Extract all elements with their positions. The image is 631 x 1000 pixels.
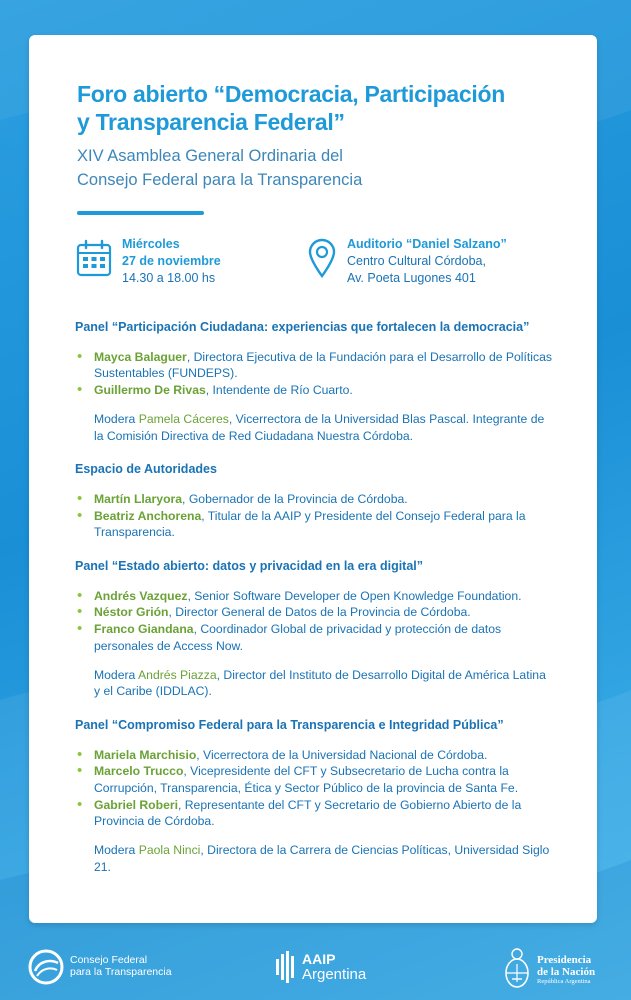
program-section: [75, 558, 555, 700]
aaip-logo-icon: [275, 951, 297, 983]
speaker-name: Gabriel Roberi: [94, 797, 178, 812]
speaker-name: Mariela Marchisio: [94, 747, 197, 762]
aaip-logo-text: [302, 952, 366, 982]
moderator-prefix: Modera: [94, 843, 139, 858]
title-divider: [77, 211, 204, 215]
national-coat-of-arms-icon: [502, 946, 532, 990]
speaker-item: [75, 508, 555, 541]
speaker-item: [75, 763, 555, 796]
program-content: [75, 319, 555, 876]
speaker-name: Andrés Vazquez: [94, 588, 188, 603]
speaker-item: [75, 747, 555, 764]
subtitle-line-2: Consejo Federal para la Transparencia: [77, 171, 363, 189]
event-date-text: 27 de noviembre: [122, 254, 221, 268]
speaker-desc: , Senior Software Developer de Open Knowledge Foundation.: [187, 588, 522, 603]
speaker-desc: , Intendente de Río Cuarto.: [205, 383, 353, 398]
section-title: Espacio de Autoridades: [75, 462, 217, 477]
speaker-desc: , Titular de la AAIP y Presidente del Consejo Federal para la Transparencia.: [94, 508, 526, 540]
moderator-name: Andrés Piazza: [138, 667, 217, 682]
event-venue: [347, 236, 507, 287]
speaker-item: [75, 349, 555, 382]
speaker-name: Beatriz Anchorena: [94, 508, 202, 523]
moderator-desc: , Director del Instituto de Desarrollo Digital de América Latina y el Caribe (IDDLAC).: [94, 667, 546, 699]
speaker-list: [75, 747, 555, 831]
program-section: [75, 319, 555, 444]
speaker-item: [75, 604, 555, 621]
pres-line-2: de la Nación: [537, 966, 596, 978]
event-time: 14.30 a 18.00 hs: [122, 271, 216, 285]
speaker-desc: , Representante del CFT y Secretario de Gobierno Abierto de la Provincia de Córdoba.: [94, 797, 522, 829]
speaker-name: Marcelo Trucco: [94, 764, 184, 779]
page-title: [77, 80, 577, 136]
speaker-item: [75, 621, 555, 654]
speaker-desc: , Director General de Datos de la Provincia de Córdoba.: [168, 605, 471, 620]
speaker-item: [75, 382, 555, 399]
location-pin-icon: [307, 238, 337, 278]
subtitle-line-1: XIV Asamblea General Ordinaria del: [77, 147, 343, 165]
cft-line-1: Consejo Federal: [70, 954, 148, 966]
speaker-item: [75, 491, 555, 508]
speaker-name: Mayca Balaguer: [94, 349, 187, 364]
speaker-name: Martín Llaryora: [94, 491, 183, 506]
speaker-list: [75, 588, 555, 655]
section-title: Panel “Estado abierto: datos y privacidad en la era digital”: [75, 559, 424, 574]
moderator-prefix: Modera: [94, 411, 139, 426]
moderator-desc: , Directora de la Carrera de Ciencias Políticas, Universidad Siglo 21.: [94, 843, 550, 874]
program-section: [75, 461, 555, 541]
speaker-item: [75, 588, 555, 605]
moderator-name: Pamela Cáceres: [138, 411, 229, 426]
title-line-2: y Transparencia Federal”: [77, 109, 345, 135]
aaip-line-2: Argentina: [302, 966, 367, 983]
cft-line-2: para la Transparencia: [70, 966, 172, 978]
speaker-name: Guillermo De Rivas: [94, 383, 206, 398]
venue-name: Auditorio “Daniel Salzano”: [347, 237, 507, 251]
cft-logo-text: [70, 954, 172, 978]
footer-logos: [0, 940, 631, 1000]
event-date: [122, 236, 221, 287]
speaker-desc: , Gobernador de la Provincia de Córdoba.: [182, 491, 408, 506]
program-section: [75, 717, 555, 876]
event-day: Miércoles: [122, 237, 180, 251]
section-title: Panel “Participación Ciudadana: experiencias que fortalecen la democracia”: [75, 320, 530, 334]
event-card: [29, 35, 597, 923]
venue-address: Av. Poeta Lugones 401: [347, 271, 476, 285]
page-subtitle: [77, 144, 577, 192]
moderator: [75, 667, 555, 700]
venue-center: Centro Cultural Córdoba,: [347, 254, 486, 268]
calendar-icon: [76, 239, 112, 277]
moderator-prefix: Modera: [94, 667, 139, 682]
speaker-list: [75, 491, 555, 541]
moderator: [75, 411, 555, 444]
speaker-desc: , Vicerrectora de la Universidad Nacional de Córdoba.: [196, 747, 488, 762]
aaip-line-1: AAIP: [302, 951, 336, 967]
speaker-desc: , Vicepresidente del CFT y Subsecretario de Lucha contra la Corrupción, Transparencia, Ética y Sector Público de la provincia de Santa Fe.: [94, 764, 519, 796]
speaker-desc: , Directora Ejecutiva de la Fundación para el Desarrollo de Políticas Sustentables (FUNDEPS).: [94, 349, 552, 381]
moderator: [75, 842, 555, 875]
speaker-name: Franco Giandana: [94, 622, 194, 637]
speaker-name: Néstor Grión: [94, 605, 169, 620]
presidencia-logo-text: [537, 954, 595, 986]
pres-line-1: Presidencia: [537, 954, 592, 966]
moderator-desc: , Vicerrectora de la Universidad Blas Pascal. Integrante de la Comisión Directiva de Red Ciudadana Nuestra Córdoba.: [94, 411, 545, 443]
section-title: Panel “Compromiso Federal para la Transparencia e Integridad Pública”: [75, 717, 504, 732]
cft-logo-icon: [28, 949, 64, 985]
speaker-item: [75, 797, 555, 830]
moderator-name: Paola Ninci: [138, 843, 201, 858]
speaker-list: [75, 349, 555, 399]
pres-line-3: República Argentina: [537, 978, 591, 985]
speaker-desc: , Coordinador Global de privacidad y protección de datos personales de Access Now.: [94, 622, 502, 653]
title-line-1: Foro abierto “Democracia, Participación: [77, 81, 505, 107]
